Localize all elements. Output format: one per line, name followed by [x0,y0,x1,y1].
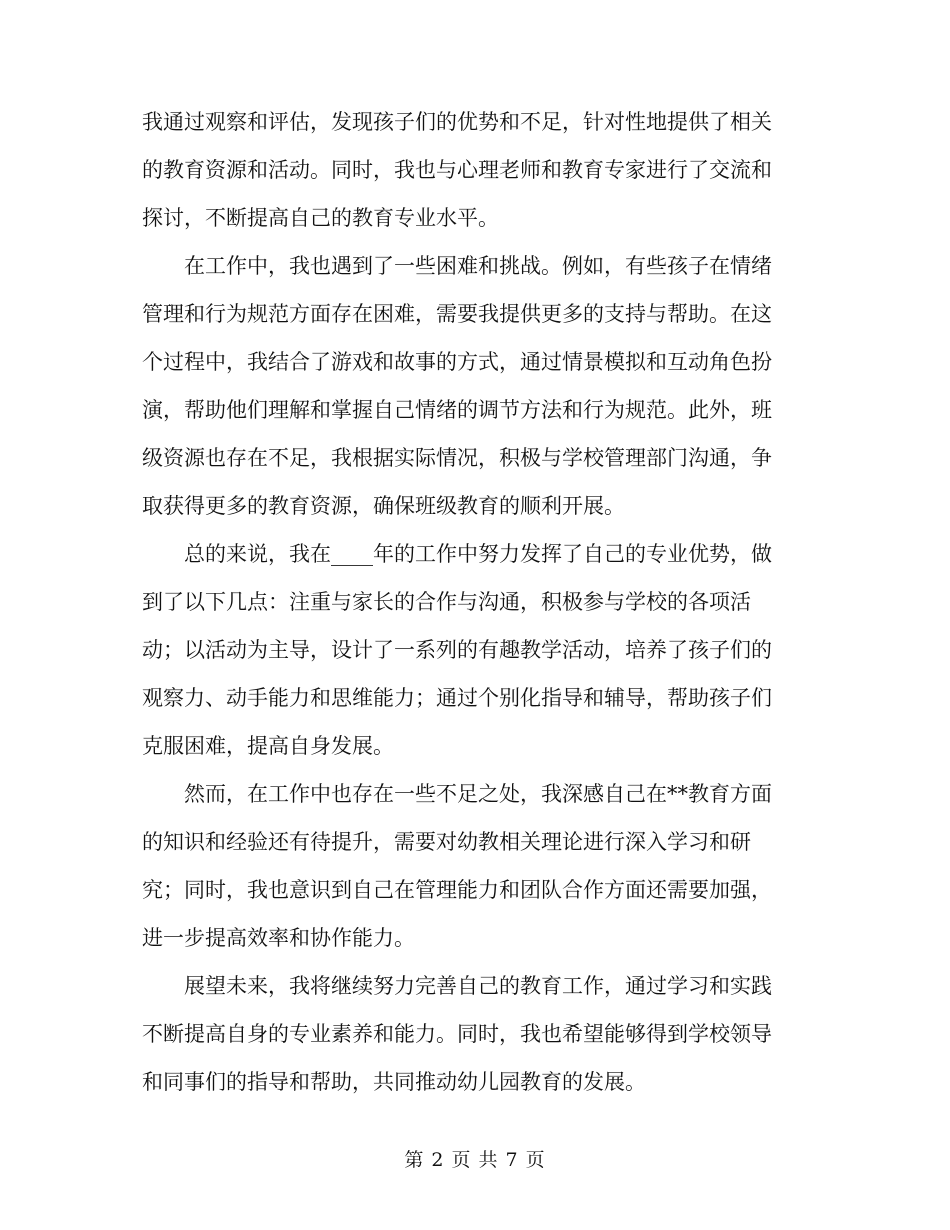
text-line: 取获得更多的教育资源，确保班级教育的顺利开展。 [142,494,625,518]
text-line: 然而，在工作中也存在一些不足之处，我深感自己在**教育方面 [142,782,772,806]
paragraph-2 [142,246,814,534]
text-line: 克服困难，提高自身发展。 [142,734,394,758]
text-line: 演，帮助他们理解和掌握自己情绪的调节方法和行为规范。此外，班 [142,398,772,422]
text-line: 不断提高自身的专业素养和能力。同时，我也希望能够得到学校领导 [142,1022,772,1046]
document-body [142,102,814,1110]
paragraph-1 [142,102,814,246]
text-line: 和同事们的指导和帮助，共同推动幼儿园教育的发展。 [142,1070,646,1094]
text-line: 进一步提高效率和协作能力。 [142,926,415,950]
text-line: 个过程中，我结合了游戏和故事的方式，通过情景模拟和互动角色扮 [142,350,772,374]
text-line: 总的来说，我在____年的工作中努力发挥了自己的专业优势，做 [142,542,772,566]
text-line: 管理和行为规范方面存在困难，需要我提供更多的支持与帮助。在这 [142,302,772,326]
paragraph-5 [142,966,814,1110]
paragraph-3 [142,534,814,774]
text-line: 展望未来，我将继续努力完善自己的教育工作，通过学习和实践 [142,974,772,998]
text-line: 到了以下几点：注重与家长的合作与沟通，积极参与学校的各项活 [142,590,751,614]
text-line: 动；以活动为主导，设计了一系列的有趣教学活动，培养了孩子们的 [142,638,772,662]
text-line: 观察力、动手能力和思维能力；通过个别化指导和辅导，帮助孩子们 [142,686,772,710]
page-number-footer: 第 2 页 共 7 页 [404,1149,546,1171]
text-line: 的教育资源和活动。同时，我也与心理老师和教育专家进行了交流和 [142,158,772,182]
paragraph-4 [142,774,814,966]
text-line: 级资源也存在不足，我根据实际情况，积极与学校管理部门沟通，争 [142,446,772,470]
text-line: 探讨，不断提高自己的教育专业水平。 [142,206,499,230]
text-line: 在工作中，我也遇到了一些困难和挑战。例如，有些孩子在情绪 [142,254,772,278]
text-line: 我通过观察和评估，发现孩子们的优势和不足，针对性地提供了相关 [142,110,772,134]
text-line: 的知识和经验还有待提升，需要对幼教相关理论进行深入学习和研 [142,830,751,854]
text-line: 究；同时，我也意识到自己在管理能力和团队合作方面还需要加强， [142,878,772,902]
